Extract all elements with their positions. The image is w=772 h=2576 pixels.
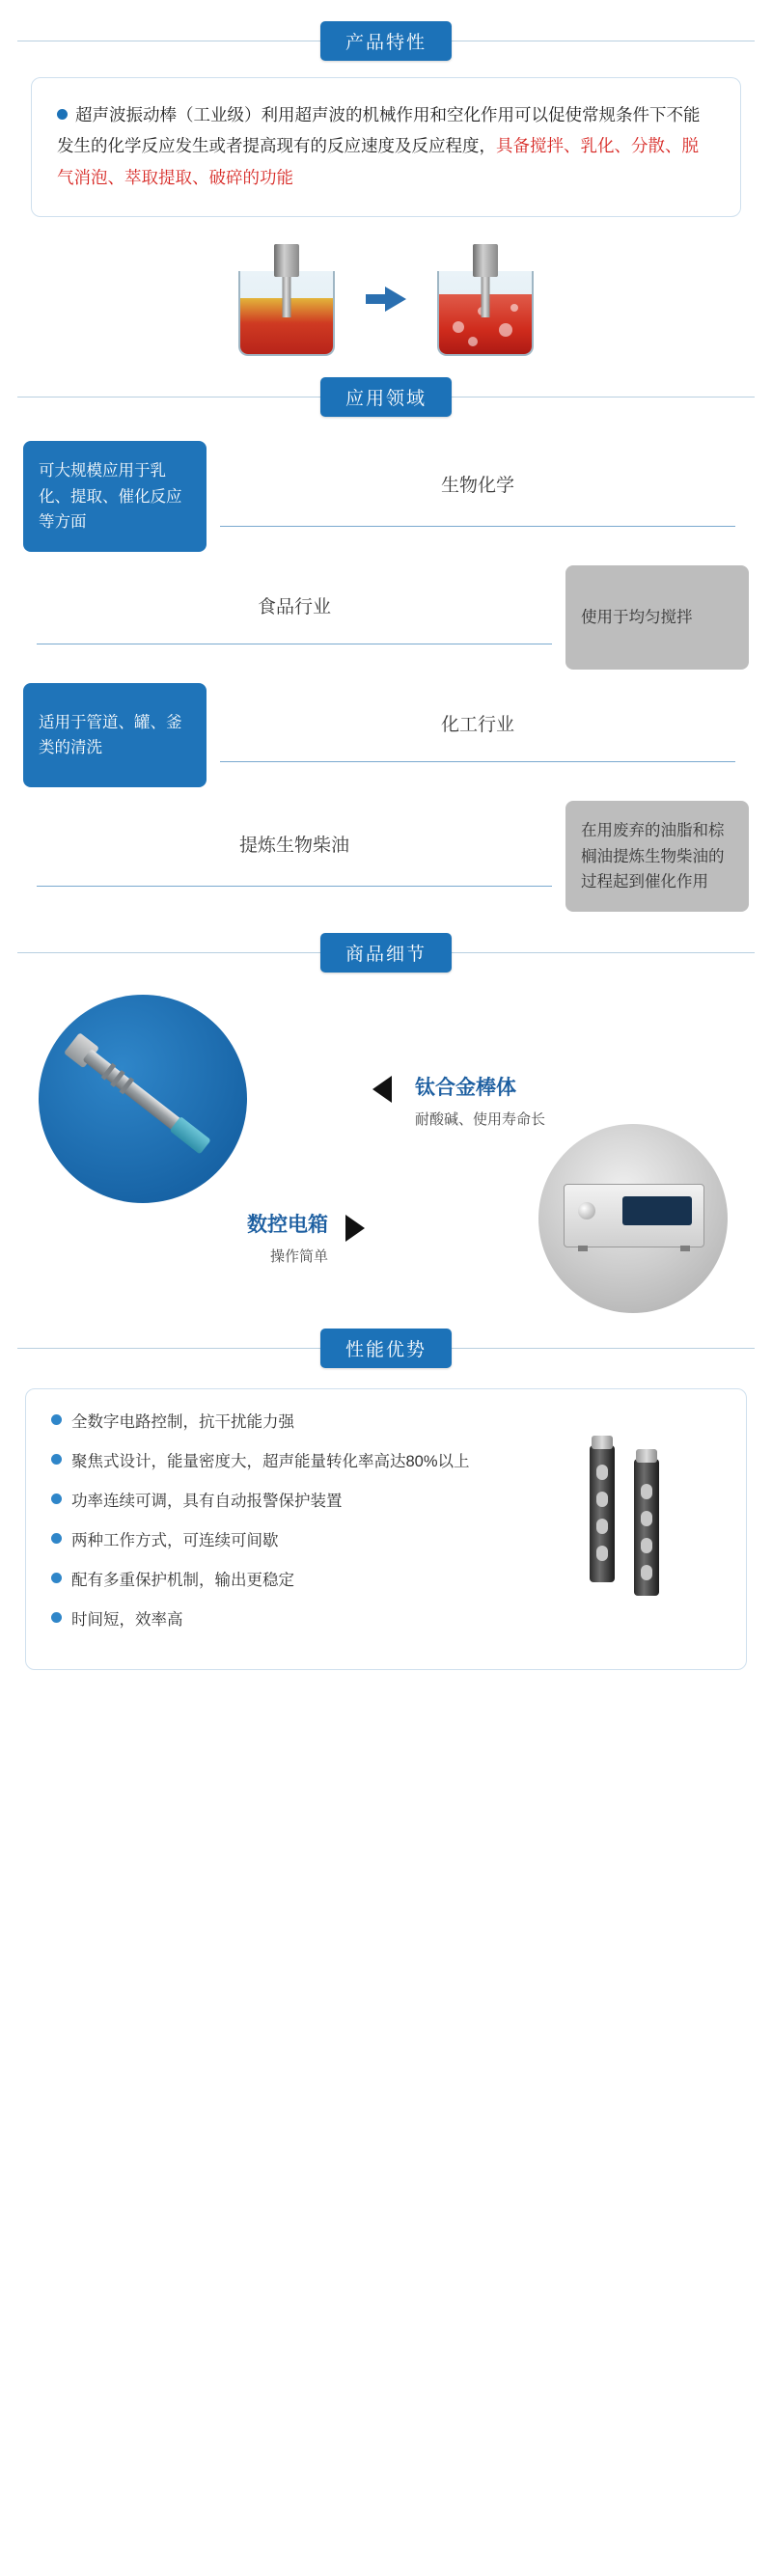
- intro-text-main: 超声波振动棒（工业级）利用超声波的机械作用和空化作用可以促使常规条件下不能发生的化学反应发生或者提高现有的反应速度及反应程度，: [57, 105, 701, 156]
- detail-caption-controller: [116, 1209, 328, 1266]
- section-header-details: [0, 925, 772, 979]
- application-description: 可大规模应用于乳化、提取、催化反应等方面: [23, 441, 207, 552]
- advantage-text: 全数字电路控制，抗干扰能力强: [71, 1413, 294, 1432]
- application-label-wrap: [207, 441, 749, 552]
- box-foot: [578, 1246, 588, 1251]
- bullet-dot-icon: [51, 1612, 62, 1623]
- application-label: 提炼生物柴油: [238, 836, 349, 857]
- advantage-text: 功率连续可调，具有自动报警保护装置: [71, 1493, 343, 1511]
- advantage-text: 时间短，效率高: [71, 1611, 183, 1630]
- advantage-item: [51, 1488, 721, 1511]
- controller-box-photo: [538, 1124, 728, 1313]
- section-header-advantages: [0, 1321, 772, 1375]
- ultrasonic-probe-icon: [274, 244, 299, 277]
- detail-title: 钛合金棒体: [415, 1077, 516, 1100]
- advantage-text: 配有多重保护机制，输出更稳定: [71, 1572, 294, 1590]
- titanium-rod-icon: [39, 1000, 247, 1197]
- label-underline: [37, 886, 552, 887]
- application-label-wrap: [207, 683, 749, 787]
- application-row: [23, 565, 749, 670]
- application-row: [23, 683, 749, 787]
- bullet-dot-icon: [51, 1494, 62, 1504]
- arrow-stem: [366, 294, 385, 304]
- advantage-item: [51, 1448, 721, 1471]
- bullet-dot-icon: [51, 1454, 62, 1465]
- application-description: 在用废弃的油脂和棕榈油提炼生物柴油的过程起到催化作用: [565, 801, 749, 912]
- advantage-text: 聚焦式设计，能量密度大，超声能量转化率高达80%以上: [71, 1453, 470, 1471]
- process-arrow-icon: [366, 287, 406, 312]
- application-label-wrap: [23, 801, 565, 912]
- application-description: 适用于管道、罐、釜类的清洗: [23, 683, 207, 787]
- detail-area: [0, 989, 772, 1307]
- intro-card: [31, 77, 741, 217]
- application-row: [23, 801, 749, 912]
- application-label: 化工行业: [440, 714, 514, 735]
- application-label: 食品行业: [257, 596, 331, 617]
- control-knob-icon: [578, 1202, 595, 1219]
- pointer-left-icon: [372, 1076, 392, 1103]
- beaker-after: [431, 242, 539, 356]
- bullet-dot-icon: [57, 109, 68, 120]
- application-label: 生物化学: [440, 476, 514, 497]
- rod-tip: [170, 1116, 211, 1155]
- advantage-item: [51, 1409, 721, 1432]
- advantage-item: [51, 1606, 721, 1630]
- section-title-details: 商品细节: [320, 933, 452, 973]
- bullet-dot-icon: [51, 1573, 62, 1583]
- arrow-head: [385, 287, 406, 312]
- pointer-right-icon: [345, 1215, 365, 1242]
- application-description: 使用于均匀搅拌: [565, 565, 749, 670]
- detail-title: 数控电箱: [247, 1214, 328, 1237]
- advantages-card: [25, 1388, 747, 1670]
- section-title-applications: 应用领域: [320, 377, 452, 417]
- advantage-item: [51, 1567, 721, 1590]
- box-foot: [680, 1246, 690, 1251]
- beaker-illustration: [0, 242, 772, 356]
- intro-text-highlight: 具备搅拌、乳化、分散、脱气消泡、萃取提取、破碎的功能: [57, 136, 699, 187]
- control-panel-display: [622, 1196, 692, 1225]
- bullet-dot-icon: [51, 1414, 62, 1425]
- label-underline: [220, 761, 735, 762]
- section-header-features: [0, 14, 772, 68]
- advantage-text: 两种工作方式，可连续可间歇: [71, 1532, 279, 1550]
- application-label-wrap: [23, 565, 565, 670]
- section-title-advantages: 性能优势: [320, 1329, 452, 1368]
- detail-caption-rod: [415, 1072, 545, 1129]
- bullet-dot-icon: [51, 1533, 62, 1544]
- rod-body: [82, 1050, 182, 1133]
- horn-cap: [592, 1436, 613, 1449]
- beaker-before: [233, 242, 341, 356]
- application-list: [23, 441, 749, 912]
- section-title-features: 产品特性: [320, 21, 452, 61]
- ultrasonic-probe-icon: [473, 244, 498, 277]
- detail-subtitle: 耐酸碱、使用寿命长: [415, 1111, 546, 1129]
- horn-slot: [641, 1511, 652, 1526]
- application-row: [23, 441, 749, 552]
- section-header-applications: [0, 370, 772, 424]
- label-underline: [220, 526, 735, 527]
- product-detail-page: [0, 14, 772, 1699]
- detail-subtitle: 操作简单: [269, 1248, 328, 1266]
- advantage-item: [51, 1527, 721, 1550]
- controller-box-icon: [564, 1184, 704, 1247]
- titanium-rod-photo: [39, 995, 247, 1203]
